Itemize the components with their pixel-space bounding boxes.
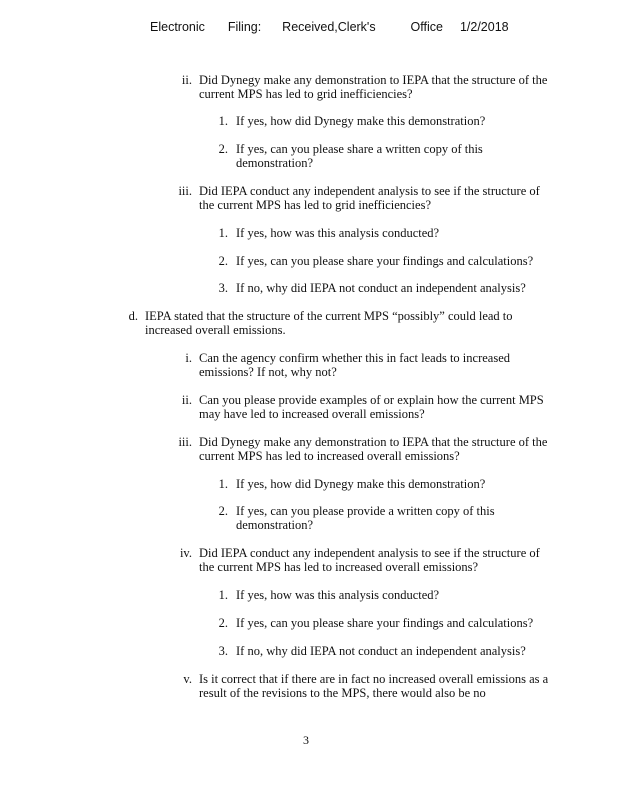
question-text: Can the agency confirm whether this in fact leads to increased	[199, 351, 510, 365]
question-text: Did IEPA conduct any independent analysis to see if the structure of	[199, 184, 540, 198]
header-word: 1/2/2018	[459, 20, 509, 34]
question-text: the current MPS has led to increased overall emissions?	[199, 560, 479, 574]
sub-question-text: If no, why did IEPA not conduct an independent analysis?	[236, 281, 526, 295]
list-marker: v.	[183, 672, 192, 686]
list-marker: 1.	[218, 477, 228, 491]
question-text: current MPS has led to grid inefficiencies?	[199, 87, 413, 101]
list-marker: 1.	[218, 226, 228, 240]
sub-question-text: If yes, how did Dynegy make this demonstration?	[236, 477, 486, 491]
sub-question-text: If yes, can you please share your findings and calculations?	[236, 616, 534, 630]
list-marker: iii.	[178, 184, 192, 198]
question-text: Is it correct that if there are in fact no increased overall emissions as a	[199, 672, 549, 686]
list-marker: iii.	[178, 435, 192, 449]
filing-stamp-header	[150, 20, 509, 34]
question-text: emissions? If not, why not?	[199, 365, 337, 379]
sub-question-text: If yes, how did Dynegy make this demonstration?	[236, 114, 486, 128]
page-number: 3	[303, 733, 309, 747]
sub-question-text: If no, why did IEPA not conduct an independent analysis?	[236, 644, 526, 658]
list-marker: 2.	[218, 142, 228, 156]
header-word: Filing:	[227, 20, 262, 34]
sub-question-text: demonstration?	[236, 518, 314, 532]
question-text: Did IEPA conduct any independent analysis to see if the structure of	[199, 546, 540, 560]
list-marker: d.	[128, 309, 138, 323]
header-word: Electronic	[150, 20, 205, 34]
header-word: Clerk's	[337, 20, 376, 34]
question-text: IEPA stated that the structure of the current MPS “possibly” could lead to	[145, 309, 513, 323]
question-text: may have led to increased overall emissions?	[199, 407, 425, 421]
sub-question-text: If yes, can you please provide a written copy of this	[236, 504, 495, 518]
sub-question-text: demonstration?	[236, 156, 314, 170]
question-text: increased overall emissions.	[145, 323, 286, 337]
header-word: Received,	[282, 20, 338, 34]
sub-question-text: If yes, can you please share your findings and calculations?	[236, 254, 534, 268]
question-text: Did Dynegy make any demonstration to IEPA that the structure of the	[199, 73, 548, 87]
list-marker: 2.	[218, 254, 228, 268]
question-text: current MPS has led to increased overall emissions?	[199, 449, 460, 463]
list-marker: 2.	[218, 504, 228, 518]
sub-question-text: If yes, how was this analysis conducted?	[236, 588, 440, 602]
list-marker: 1.	[218, 114, 228, 128]
list-marker: 3.	[218, 281, 228, 295]
list-marker: ii.	[181, 393, 192, 407]
list-marker: ii.	[181, 73, 192, 87]
question-text: Did Dynegy make any demonstration to IEPA that the structure of the	[199, 435, 548, 449]
sub-question-text: If yes, how was this analysis conducted?	[236, 226, 440, 240]
question-text: result of the revisions to the MPS, there would also be no	[199, 686, 486, 700]
sub-question-text: If yes, can you please share a written copy of this	[236, 142, 483, 156]
header-word: Office	[410, 20, 443, 34]
list-marker: iv.	[179, 546, 192, 560]
question-text: the current MPS has led to grid inefficiencies?	[199, 198, 431, 212]
question-text: Can you please provide examples of or explain how the current MPS	[199, 393, 544, 407]
list-marker: 3.	[218, 644, 228, 658]
list-marker: i.	[185, 351, 192, 365]
list-marker: 1.	[218, 588, 228, 602]
list-marker: 2.	[218, 616, 228, 630]
